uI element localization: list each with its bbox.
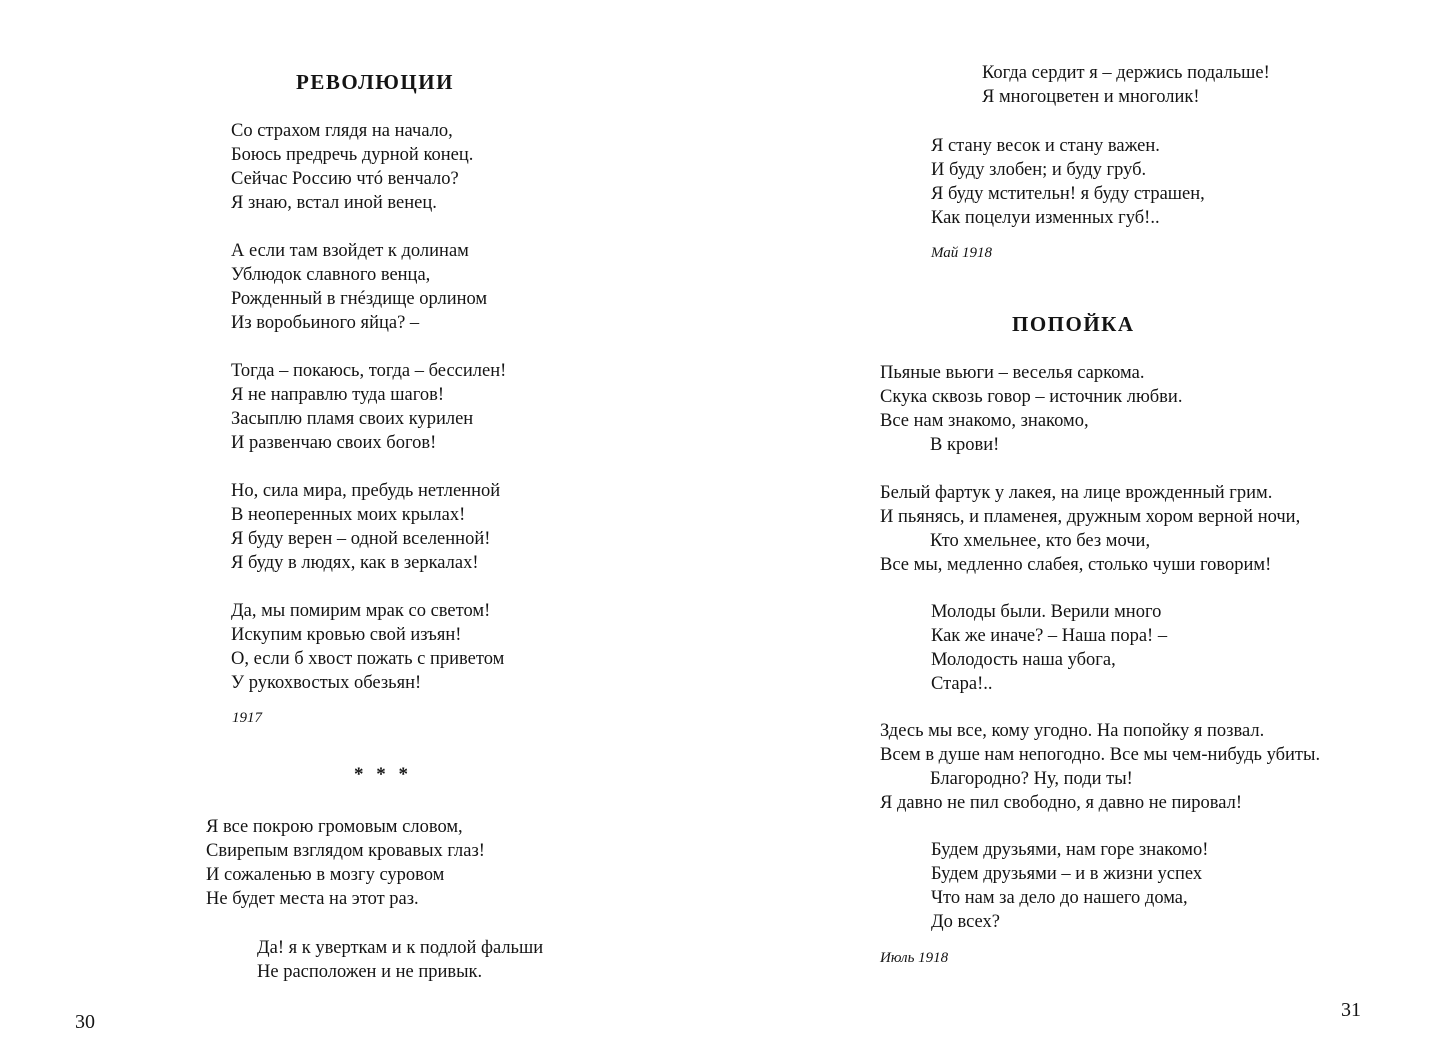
verse-line: Всем в душе нам непогодно. Все мы чем-нибудь убиты. — [880, 745, 1321, 765]
verse-line: Будем друзьями – и в жизни успех — [931, 864, 1203, 884]
verse-line: Я стану весок и стану важен. — [931, 136, 1160, 156]
verse-line: Благородно? Ну, поди ты! — [930, 769, 1133, 789]
stanza — [880, 719, 1320, 815]
verse-line: Тогда – покаюсь, тогда – бессилен! — [231, 361, 507, 381]
verse-line: Я буду мстительн! я буду страшен, — [931, 184, 1205, 204]
verse-line: И пьянясь, и пламенея, дружным хором верной ночи, — [880, 507, 1301, 527]
poem-title-popoika: ПОПОЙКА — [1012, 312, 1135, 336]
verse-line: Молодость наша убога, — [931, 650, 1116, 670]
verse-line: И развенчаю своих богов! — [231, 433, 437, 453]
verse-line: Как же иначе? – Наша пора! – — [931, 626, 1168, 646]
verse-line: А если там взойдет к долинам — [231, 241, 469, 261]
stanza — [206, 815, 485, 911]
verse-line: В крови! — [930, 435, 1000, 455]
poem-date: 1917 — [232, 710, 262, 726]
verse-line: Рожденный в гнéздище орлином — [231, 289, 488, 309]
verse-line: И буду злобен; и буду груб. — [931, 160, 1147, 180]
verse-line: Белый фартук у лакея, на лице врожденный грим. — [880, 483, 1273, 503]
stanza — [931, 134, 1205, 230]
verse-line: Я многоцветен и многолик! — [982, 87, 1200, 107]
verse-line: До всех? — [931, 912, 1000, 932]
verse-line: И сожаленью в мозгу суровом — [206, 865, 445, 885]
verse-line: Ублюдок славного венца, — [231, 265, 431, 285]
poem-date: Июль 1918 — [880, 950, 949, 966]
stanza — [231, 479, 500, 575]
verse-line: Пьяные вьюги – веселья саркома. — [880, 363, 1145, 383]
page-number: 30 — [75, 1011, 95, 1033]
verse-line: Что нам за дело до нашего дома, — [931, 888, 1188, 908]
poem-date: Май 1918 — [931, 245, 993, 261]
stanza — [231, 119, 473, 215]
stanza — [880, 481, 1300, 577]
stanza — [231, 239, 487, 335]
verse-line: Не расположен и не привык. — [257, 962, 483, 982]
verse-line: Со страхом глядя на начало, — [231, 121, 453, 141]
verse-line: Стара!.. — [931, 674, 993, 694]
poem-title-revolutsii: РЕВОЛЮЦИИ — [296, 70, 454, 94]
stanza — [931, 600, 1167, 696]
stanza — [880, 361, 1182, 457]
verse-line: Свирепым взглядом кровавых глаз! — [206, 841, 485, 861]
right-page — [719, 0, 1438, 1045]
stanza — [231, 359, 506, 455]
verse-line: Не будет места на этот раз. — [206, 889, 419, 909]
verse-line: Я буду в людях, как в зеркалах! — [231, 553, 479, 573]
verse-line: Я давно не пил свободно, я давно не пировал! — [880, 793, 1243, 813]
verse-line: У рукохвостых обезьян! — [231, 673, 422, 693]
untitled-poem-asterisks: * * * — [354, 764, 412, 785]
verse-line: Все мы, медленно слабея, столько чуши говорим! — [880, 555, 1272, 575]
stanza — [931, 838, 1208, 934]
verse-line: Я не направлю туда шагов! — [231, 385, 445, 405]
verse-line: Сейчас Россию чтó венчало? — [231, 169, 459, 189]
verse-line: Искупим кровью свой изъян! — [231, 625, 462, 645]
verse-line: Засыплю пламя своих курилен — [231, 409, 474, 429]
verse-line: Скука сквозь говор – источник любви. — [880, 387, 1183, 407]
verse-line: Я знаю, встал иной венец. — [231, 193, 437, 213]
verse-line: Я буду верен – одной вселенной! — [231, 529, 491, 549]
verse-line: Молоды были. Верили много — [931, 602, 1162, 622]
page-number: 31 — [1341, 999, 1361, 1021]
verse-line: Я все покрою громовым словом, — [206, 817, 463, 837]
verse-line: Но, сила мира, пребудь нетленной — [231, 481, 501, 501]
verse-line: О, если б хвост пожать с приветом — [231, 649, 505, 669]
verse-line: Из воробьиного яйца? – — [231, 313, 420, 333]
verse-line: Боюсь предречь дурной конец. — [231, 145, 474, 165]
verse-line: Когда сердит я – держись подальше! — [982, 63, 1270, 83]
verse-line: Все нам знакомо, знакомо, — [880, 411, 1089, 431]
verse-line: Будем друзьями, нам горе знакомо! — [931, 840, 1209, 860]
verse-line: Здесь мы все, кому угодно. На попойку я позвал. — [880, 721, 1265, 741]
verse-line: Да! я к уверткам и к подлой фальши — [257, 938, 544, 958]
stanza — [231, 599, 504, 695]
verse-line: Как поцелуи изменных губ!.. — [931, 208, 1160, 228]
stanza — [257, 936, 543, 984]
verse-line: Кто хмельнее, кто без мочи, — [930, 531, 1151, 551]
stanza — [982, 61, 1270, 109]
verse-line: В неоперенных моих крылах! — [231, 505, 466, 525]
verse-line: Да, мы помирим мрак со светом! — [231, 601, 491, 621]
